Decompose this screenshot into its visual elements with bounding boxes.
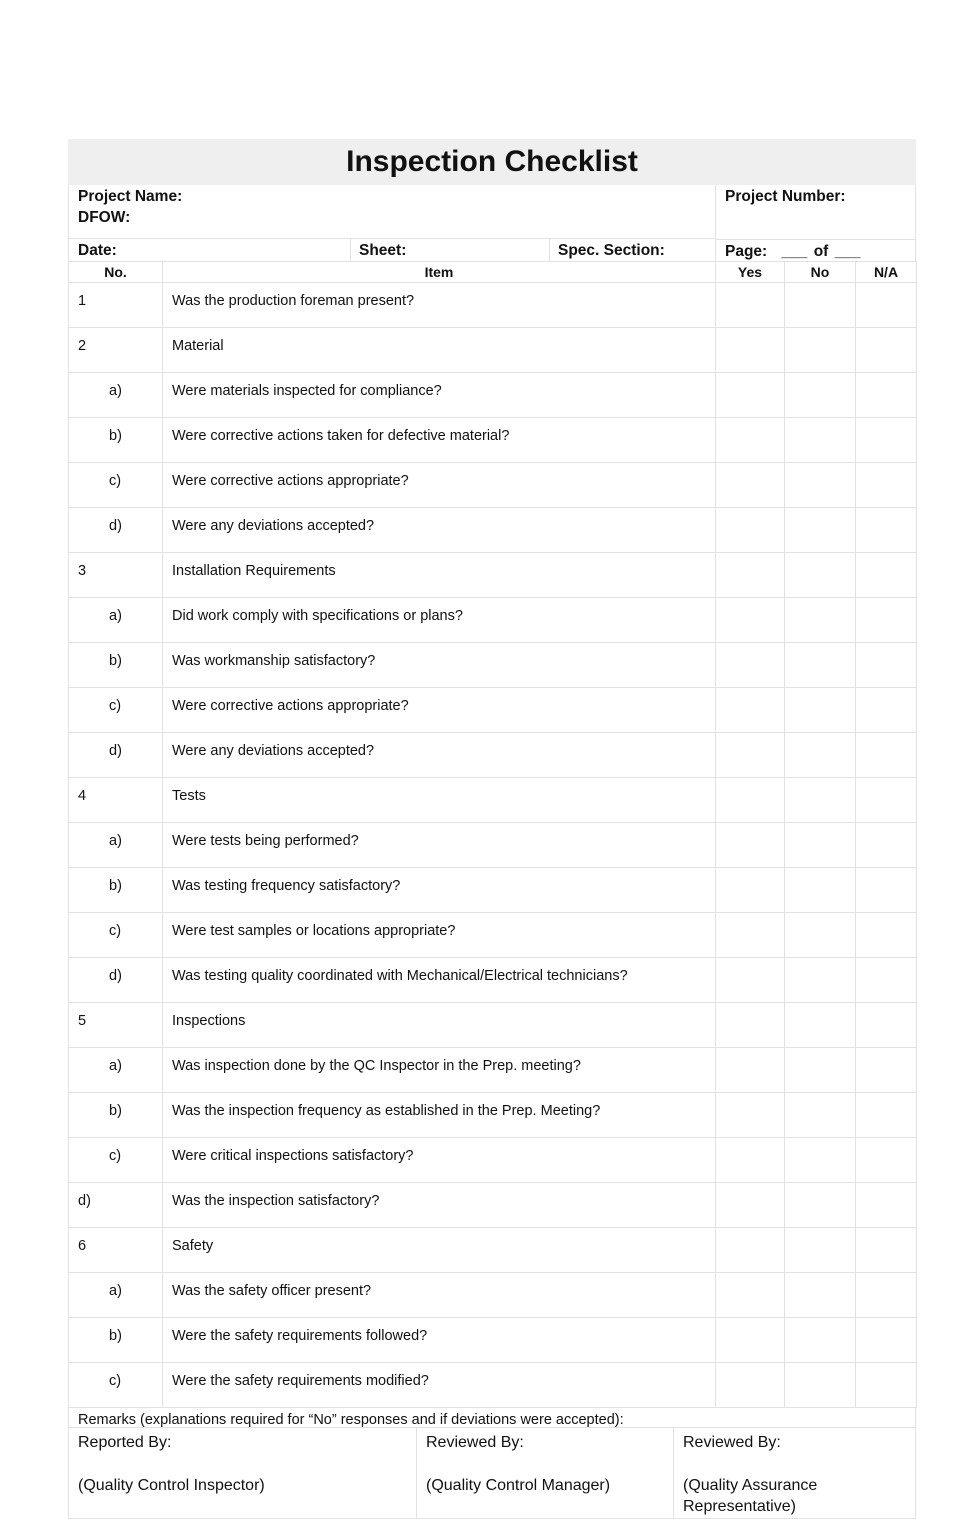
- row-number: d): [69, 1183, 163, 1228]
- no-checkbox-cell[interactable]: [785, 553, 856, 598]
- checklist-row: [69, 868, 917, 913]
- form-title: Inspection Checklist: [68, 139, 916, 185]
- column-header-no-answer: No: [785, 262, 856, 283]
- na-checkbox-cell[interactable]: [856, 553, 917, 598]
- row-item-text: Safety: [163, 1228, 716, 1273]
- reviewed-by-qcm-label: Reviewed By:: [426, 1434, 524, 1451]
- row-number: a): [69, 598, 163, 643]
- row-number: a): [69, 1273, 163, 1318]
- row-item-text: Tests: [163, 778, 716, 823]
- no-checkbox-cell[interactable]: [785, 1138, 856, 1183]
- row-item-text: Was workmanship satisfactory?: [163, 643, 716, 688]
- checklist-row: [69, 778, 917, 823]
- yes-checkbox-cell[interactable]: [716, 1228, 785, 1273]
- column-header-yes: Yes: [716, 262, 785, 283]
- row-item-text: Were corrective actions appropriate?: [163, 463, 716, 508]
- checklist-row: [69, 1138, 917, 1183]
- yes-checkbox-cell[interactable]: [716, 643, 785, 688]
- checklist-row: [69, 643, 917, 688]
- row-item-text: Were corrective actions taken for defective material?: [163, 418, 716, 463]
- na-checkbox-cell[interactable]: [856, 868, 917, 913]
- row-item-text: Material: [163, 328, 716, 373]
- project-number-label: Project Number:: [725, 188, 846, 205]
- na-checkbox-cell[interactable]: [856, 328, 917, 373]
- na-checkbox-cell[interactable]: [856, 1138, 917, 1183]
- yes-checkbox-cell[interactable]: [716, 418, 785, 463]
- date-cell[interactable]: [68, 239, 351, 261]
- document-info-row: [68, 239, 916, 261]
- row-item-text: Was inspection done by the QC Inspector in the Prep. meeting?: [163, 1048, 716, 1093]
- row-number: a): [69, 823, 163, 868]
- checklist-row: [69, 508, 917, 553]
- page-of-label: of: [813, 243, 829, 260]
- row-item-text: Were test samples or locations appropriate?: [163, 913, 716, 958]
- na-checkbox-cell[interactable]: [856, 1003, 917, 1048]
- checklist-row: [69, 1183, 917, 1228]
- yes-checkbox-cell[interactable]: [716, 1363, 785, 1408]
- checklist-row: [69, 418, 917, 463]
- no-checkbox-cell[interactable]: [785, 868, 856, 913]
- project-name-label: Project Name:: [78, 188, 183, 205]
- yes-checkbox-cell[interactable]: [716, 553, 785, 598]
- project-info-block: [68, 185, 916, 239]
- na-checkbox-cell[interactable]: [856, 778, 917, 823]
- no-checkbox-cell[interactable]: [785, 328, 856, 373]
- column-header-row: [69, 262, 917, 283]
- reported-by-cell[interactable]: [69, 1428, 417, 1518]
- no-checkbox-cell[interactable]: [785, 373, 856, 418]
- page-label: Page:: [725, 243, 768, 260]
- na-checkbox-cell[interactable]: [856, 643, 917, 688]
- row-number: b): [69, 868, 163, 913]
- yes-checkbox-cell[interactable]: [716, 598, 785, 643]
- reviewed-by-qar-label: Reviewed By:: [683, 1434, 781, 1451]
- row-item-text: Were the safety requirements modified?: [163, 1363, 716, 1408]
- sheet-cell[interactable]: [350, 239, 550, 261]
- row-number: d): [69, 733, 163, 778]
- row-number: 6: [69, 1228, 163, 1273]
- row-number: a): [69, 1048, 163, 1093]
- na-checkbox-cell[interactable]: [856, 913, 917, 958]
- yes-checkbox-cell[interactable]: [716, 1048, 785, 1093]
- na-checkbox-cell[interactable]: [856, 463, 917, 508]
- row-number: 3: [69, 553, 163, 598]
- no-checkbox-cell[interactable]: [785, 1228, 856, 1273]
- row-item-text: Inspections: [163, 1003, 716, 1048]
- na-checkbox-cell[interactable]: [856, 373, 917, 418]
- row-number: 5: [69, 1003, 163, 1048]
- na-checkbox-cell[interactable]: [856, 508, 917, 553]
- spec-section-label: Spec. Section:: [558, 242, 665, 259]
- no-checkbox-cell[interactable]: [785, 823, 856, 868]
- checklist-row: [69, 328, 917, 373]
- checklist-row: [69, 958, 917, 1003]
- row-number: 4: [69, 778, 163, 823]
- na-checkbox-cell[interactable]: [856, 1048, 917, 1093]
- no-checkbox-cell[interactable]: [785, 1183, 856, 1228]
- no-checkbox-cell[interactable]: [785, 463, 856, 508]
- yes-checkbox-cell[interactable]: [716, 1003, 785, 1048]
- dfow-label: DFOW:: [78, 209, 131, 226]
- row-number: b): [69, 1318, 163, 1363]
- yes-checkbox-cell[interactable]: [716, 1138, 785, 1183]
- yes-checkbox-cell[interactable]: [716, 463, 785, 508]
- row-item-text: Installation Requirements: [163, 553, 716, 598]
- page-cell[interactable]: [715, 239, 916, 261]
- checklist-row: [69, 913, 917, 958]
- no-checkbox-cell[interactable]: [785, 1048, 856, 1093]
- yes-checkbox-cell[interactable]: [716, 328, 785, 373]
- checklist-row: [69, 373, 917, 418]
- no-checkbox-cell[interactable]: [785, 283, 856, 328]
- row-item-text: Were corrective actions appropriate?: [163, 688, 716, 733]
- yes-checkbox-cell[interactable]: [716, 1273, 785, 1318]
- row-number: b): [69, 643, 163, 688]
- yes-checkbox-cell[interactable]: [716, 1183, 785, 1228]
- row-item-text: Was testing frequency satisfactory?: [163, 868, 716, 913]
- page-counter: [725, 243, 861, 261]
- row-item-text: Were the safety requirements followed?: [163, 1318, 716, 1363]
- no-checkbox-cell[interactable]: [785, 1363, 856, 1408]
- column-header-no: No.: [69, 262, 163, 283]
- na-checkbox-cell[interactable]: [856, 1093, 917, 1138]
- row-item-text: Was testing quality coordinated with Mechanical/Electrical technicians?: [163, 958, 716, 1003]
- no-checkbox-cell[interactable]: [785, 598, 856, 643]
- reviewed-by-qcm-cell[interactable]: [417, 1428, 674, 1518]
- yes-checkbox-cell[interactable]: [716, 913, 785, 958]
- date-label: Date:: [78, 242, 117, 259]
- row-item-text: Was the inspection satisfactory?: [163, 1183, 716, 1228]
- row-number: 2: [69, 328, 163, 373]
- signature-block: [68, 1428, 916, 1519]
- row-item-text: Was the production foreman present?: [163, 283, 716, 328]
- row-number: c): [69, 1138, 163, 1183]
- no-checkbox-cell[interactable]: [785, 1093, 856, 1138]
- yes-checkbox-cell[interactable]: [716, 733, 785, 778]
- no-checkbox-cell[interactable]: [785, 733, 856, 778]
- checklist-row: [69, 1273, 917, 1318]
- reported-by-role: (Quality Control Inspector): [78, 1477, 265, 1494]
- checklist-row: [69, 598, 917, 643]
- checklist-table: [68, 261, 917, 1408]
- column-header-item: Item: [163, 262, 716, 283]
- row-number: 1: [69, 283, 163, 328]
- row-item-text: Were materials inspected for compliance?: [163, 373, 716, 418]
- yes-checkbox-cell[interactable]: [716, 778, 785, 823]
- yes-checkbox-cell[interactable]: [716, 823, 785, 868]
- checklist-row: [69, 1228, 917, 1273]
- reported-by-label: Reported By:: [78, 1434, 172, 1451]
- page-total-blank[interactable]: ___: [834, 243, 861, 260]
- checklist-row: [69, 553, 917, 598]
- yes-checkbox-cell[interactable]: [716, 868, 785, 913]
- yes-checkbox-cell[interactable]: [716, 958, 785, 1003]
- row-number: d): [69, 958, 163, 1003]
- row-item-text: Were critical inspections satisfactory?: [163, 1138, 716, 1183]
- no-checkbox-cell[interactable]: [785, 958, 856, 1003]
- row-item-text: Were any deviations accepted?: [163, 733, 716, 778]
- row-number: c): [69, 688, 163, 733]
- project-name-cell[interactable]: [68, 185, 716, 239]
- no-checkbox-cell[interactable]: [785, 1273, 856, 1318]
- na-checkbox-cell[interactable]: [856, 1228, 917, 1273]
- checklist-row: [69, 733, 917, 778]
- yes-checkbox-cell[interactable]: [716, 283, 785, 328]
- row-number: b): [69, 1093, 163, 1138]
- checklist-row: [69, 1093, 917, 1138]
- yes-checkbox-cell[interactable]: [716, 508, 785, 553]
- no-checkbox-cell[interactable]: [785, 1003, 856, 1048]
- checklist-row: [69, 823, 917, 868]
- row-number: c): [69, 463, 163, 508]
- checklist-row: [69, 688, 917, 733]
- na-checkbox-cell[interactable]: [856, 418, 917, 463]
- row-number: c): [69, 1363, 163, 1408]
- no-checkbox-cell[interactable]: [785, 643, 856, 688]
- inspection-checklist-form: [68, 139, 916, 1519]
- row-item-text: Were tests being performed?: [163, 823, 716, 868]
- yes-checkbox-cell[interactable]: [716, 373, 785, 418]
- reviewed-by-qcm-role: (Quality Control Manager): [426, 1477, 611, 1494]
- na-checkbox-cell[interactable]: [856, 958, 917, 1003]
- column-header-na: N/A: [856, 262, 917, 283]
- row-number: d): [69, 508, 163, 553]
- checklist-row: [69, 463, 917, 508]
- row-number: c): [69, 913, 163, 958]
- na-checkbox-cell[interactable]: [856, 1183, 917, 1228]
- na-checkbox-cell[interactable]: [856, 283, 917, 328]
- no-checkbox-cell[interactable]: [785, 913, 856, 958]
- row-item-text: Were any deviations accepted?: [163, 508, 716, 553]
- checklist-row: [69, 283, 917, 328]
- reviewed-by-qar-role: (Quality Assurance Representative): [683, 1477, 818, 1515]
- row-item-text: Was the safety officer present?: [163, 1273, 716, 1318]
- row-number: b): [69, 418, 163, 463]
- page-number-blank[interactable]: ___: [781, 243, 808, 260]
- reviewed-by-qar-cell[interactable]: [674, 1428, 915, 1518]
- na-checkbox-cell[interactable]: [856, 598, 917, 643]
- yes-checkbox-cell[interactable]: [716, 688, 785, 733]
- row-item-text: Was the inspection frequency as established in the Prep. Meeting?: [163, 1093, 716, 1138]
- na-checkbox-cell[interactable]: [856, 688, 917, 733]
- na-checkbox-cell[interactable]: [856, 733, 917, 778]
- row-item-text: Did work comply with specifications or plans?: [163, 598, 716, 643]
- no-checkbox-cell[interactable]: [785, 778, 856, 823]
- remarks-label: Remarks (explanations required for “No” responses and if deviations were accepted):: [68, 1408, 916, 1428]
- yes-checkbox-cell[interactable]: [716, 1093, 785, 1138]
- checklist-row: [69, 1003, 917, 1048]
- no-checkbox-cell[interactable]: [785, 418, 856, 463]
- na-checkbox-cell[interactable]: [856, 1273, 917, 1318]
- spec-section-cell[interactable]: [549, 239, 716, 261]
- no-checkbox-cell[interactable]: [785, 508, 856, 553]
- na-checkbox-cell[interactable]: [856, 1363, 917, 1408]
- checklist-row: [69, 1048, 917, 1093]
- no-checkbox-cell[interactable]: [785, 688, 856, 733]
- checklist-row: [69, 1363, 917, 1408]
- na-checkbox-cell[interactable]: [856, 823, 917, 868]
- row-number: a): [69, 373, 163, 418]
- sheet-label: Sheet:: [359, 242, 407, 259]
